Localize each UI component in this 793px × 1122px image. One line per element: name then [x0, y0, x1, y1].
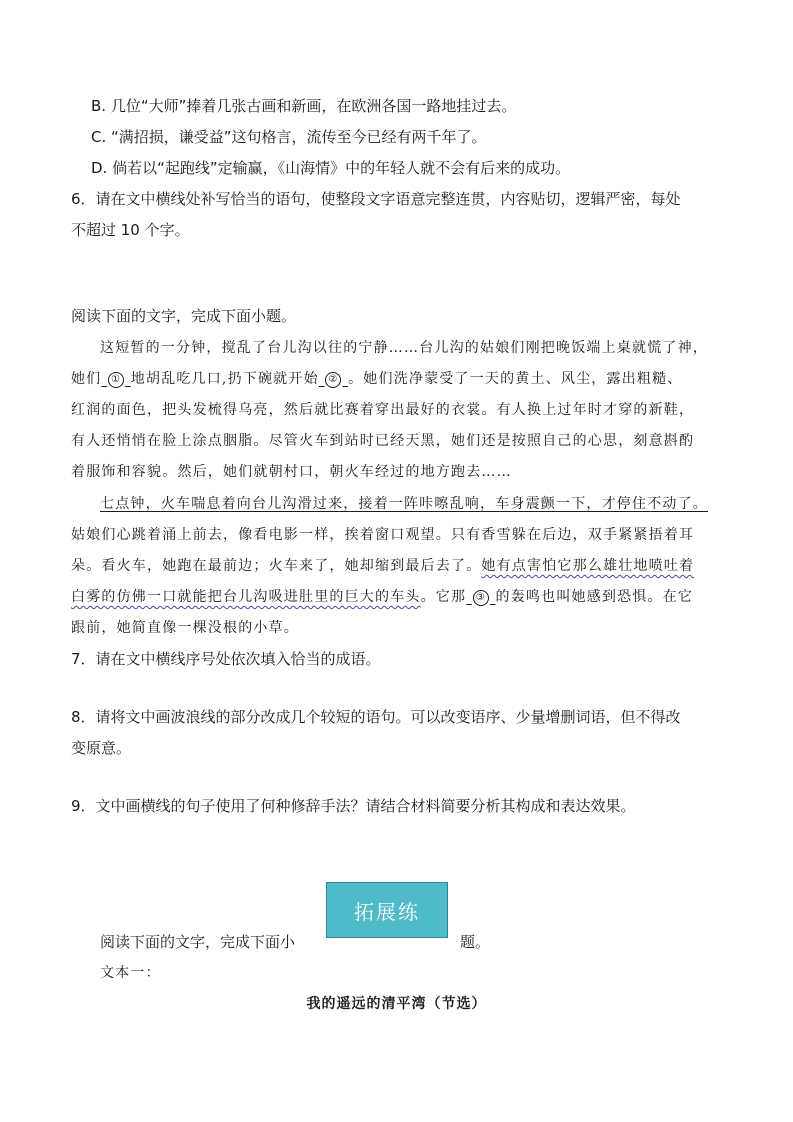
- extension-intro: 阅读下面的文字，完成下面小: [100, 933, 296, 951]
- passage-p2-line2: 姑娘们心跳着涌上前去，像看电影一样，挨着窗口观望。只有香雪躲在后边，双手紧紧捂着耳: [71, 527, 695, 543]
- blank-1: [101, 371, 130, 387]
- passage-p1-line3: 红润的面色，把头发梳得乌亮，然后就比赛着穿出最好的衣裳。有人换上过年时才穿的新鞋，: [71, 402, 695, 418]
- passage-p1-line5: 着服饰和容貌。然后，她们就朝村口，朝火车经过的地方跑去……: [71, 464, 512, 480]
- blank-3: [466, 589, 495, 605]
- underlined-sentence: 七点钟，火车喘息着向台儿沟滑过来，接着一阵咔嚓乱响，车身震颤一下，才停住不动了。: [100, 496, 708, 512]
- passage-text: 。她们洗净蒙受了一天的黄土、风尘，露出粗糙、: [348, 371, 683, 387]
- passage-text: 她们: [71, 371, 102, 387]
- passage-text: 地胡乱吃几口,扔下碗就开始: [130, 371, 319, 387]
- passage-p2-line4: [71, 587, 693, 607]
- wavy-underlined-text: 她有点害怕它那么雄壮地喷吐着: [481, 558, 695, 574]
- option-d: D. 倘若以“起跑线”定输赢，《山海情》中的年轻人就不会有后来的成功。: [91, 159, 571, 177]
- extension-intro-end: 题。: [460, 933, 491, 951]
- blank-marker-1: ①: [108, 372, 124, 388]
- question-9: 9．文中画横线的句子使用了何种修辞手法？请结合材料简要分析其构成和表达效果。: [71, 797, 636, 815]
- wavy-underlined-text: 白雾的仿佛一口就能把台儿沟吸进肚里的巨大的车头: [71, 589, 421, 605]
- option-c: C. “满招损，谦受益”这句格言，流传至今已经有两千年了。: [91, 128, 487, 146]
- passage-text: 朵。看火车，她跑在最前边；火车来了，她却缩到最后去了。: [71, 558, 482, 574]
- passage-p2-line5: 跟前，她简直像一棵没根的小草。: [71, 620, 299, 636]
- passage-p2-line3: [71, 556, 694, 576]
- question-8-line2: 变原意。: [71, 739, 132, 757]
- question-6-line1: 6．请在文中横线处补写恰当的语句，使整段文字语意完整连贯，内容贴切，逻辑严密，每处: [71, 190, 681, 208]
- passage-p1-line4: 有人还悄悄在脸上涂点胭脂。尽管火车到站时已经天黑，她们还是按照自己的心思，刻意斟酌: [71, 433, 695, 449]
- text-one-label: 文本一：: [100, 965, 161, 981]
- question-7: 7．请在文中横线序号处依次填入恰当的成语。: [71, 650, 381, 668]
- option-b: B. 几位“大师”捧着几张古画和新画，在欧洲各国一路地挂过去。: [91, 97, 517, 115]
- question-6-line2: 不超过 10 个字。: [71, 221, 190, 239]
- blank-marker-3: ③: [473, 590, 489, 606]
- excerpt-title: 我的遥远的清平湾（节选）: [306, 996, 487, 1012]
- question-8-line1: 8．请将文中画波浪线的部分改成几个较短的语句。可以改变语序、少量增删词语，但不得改: [71, 708, 681, 726]
- passage-p1-line2: [71, 369, 683, 389]
- passage-text: 。它那: [420, 589, 467, 605]
- reading-intro: 阅读下面的文字，完成下面小题。: [71, 307, 297, 325]
- passage-text: 的轰鸣也叫她感到恐惧。在它: [495, 589, 694, 605]
- blank-2: [319, 371, 348, 387]
- blank-marker-2: ②: [325, 372, 341, 388]
- passage-p1-line1: 这短暂的一分钟，搅乱了台儿沟以往的宁静……台儿沟的姑娘们刚把晚饭端上桌就慌了神，: [100, 340, 708, 356]
- extension-banner: 拓展练: [326, 882, 448, 938]
